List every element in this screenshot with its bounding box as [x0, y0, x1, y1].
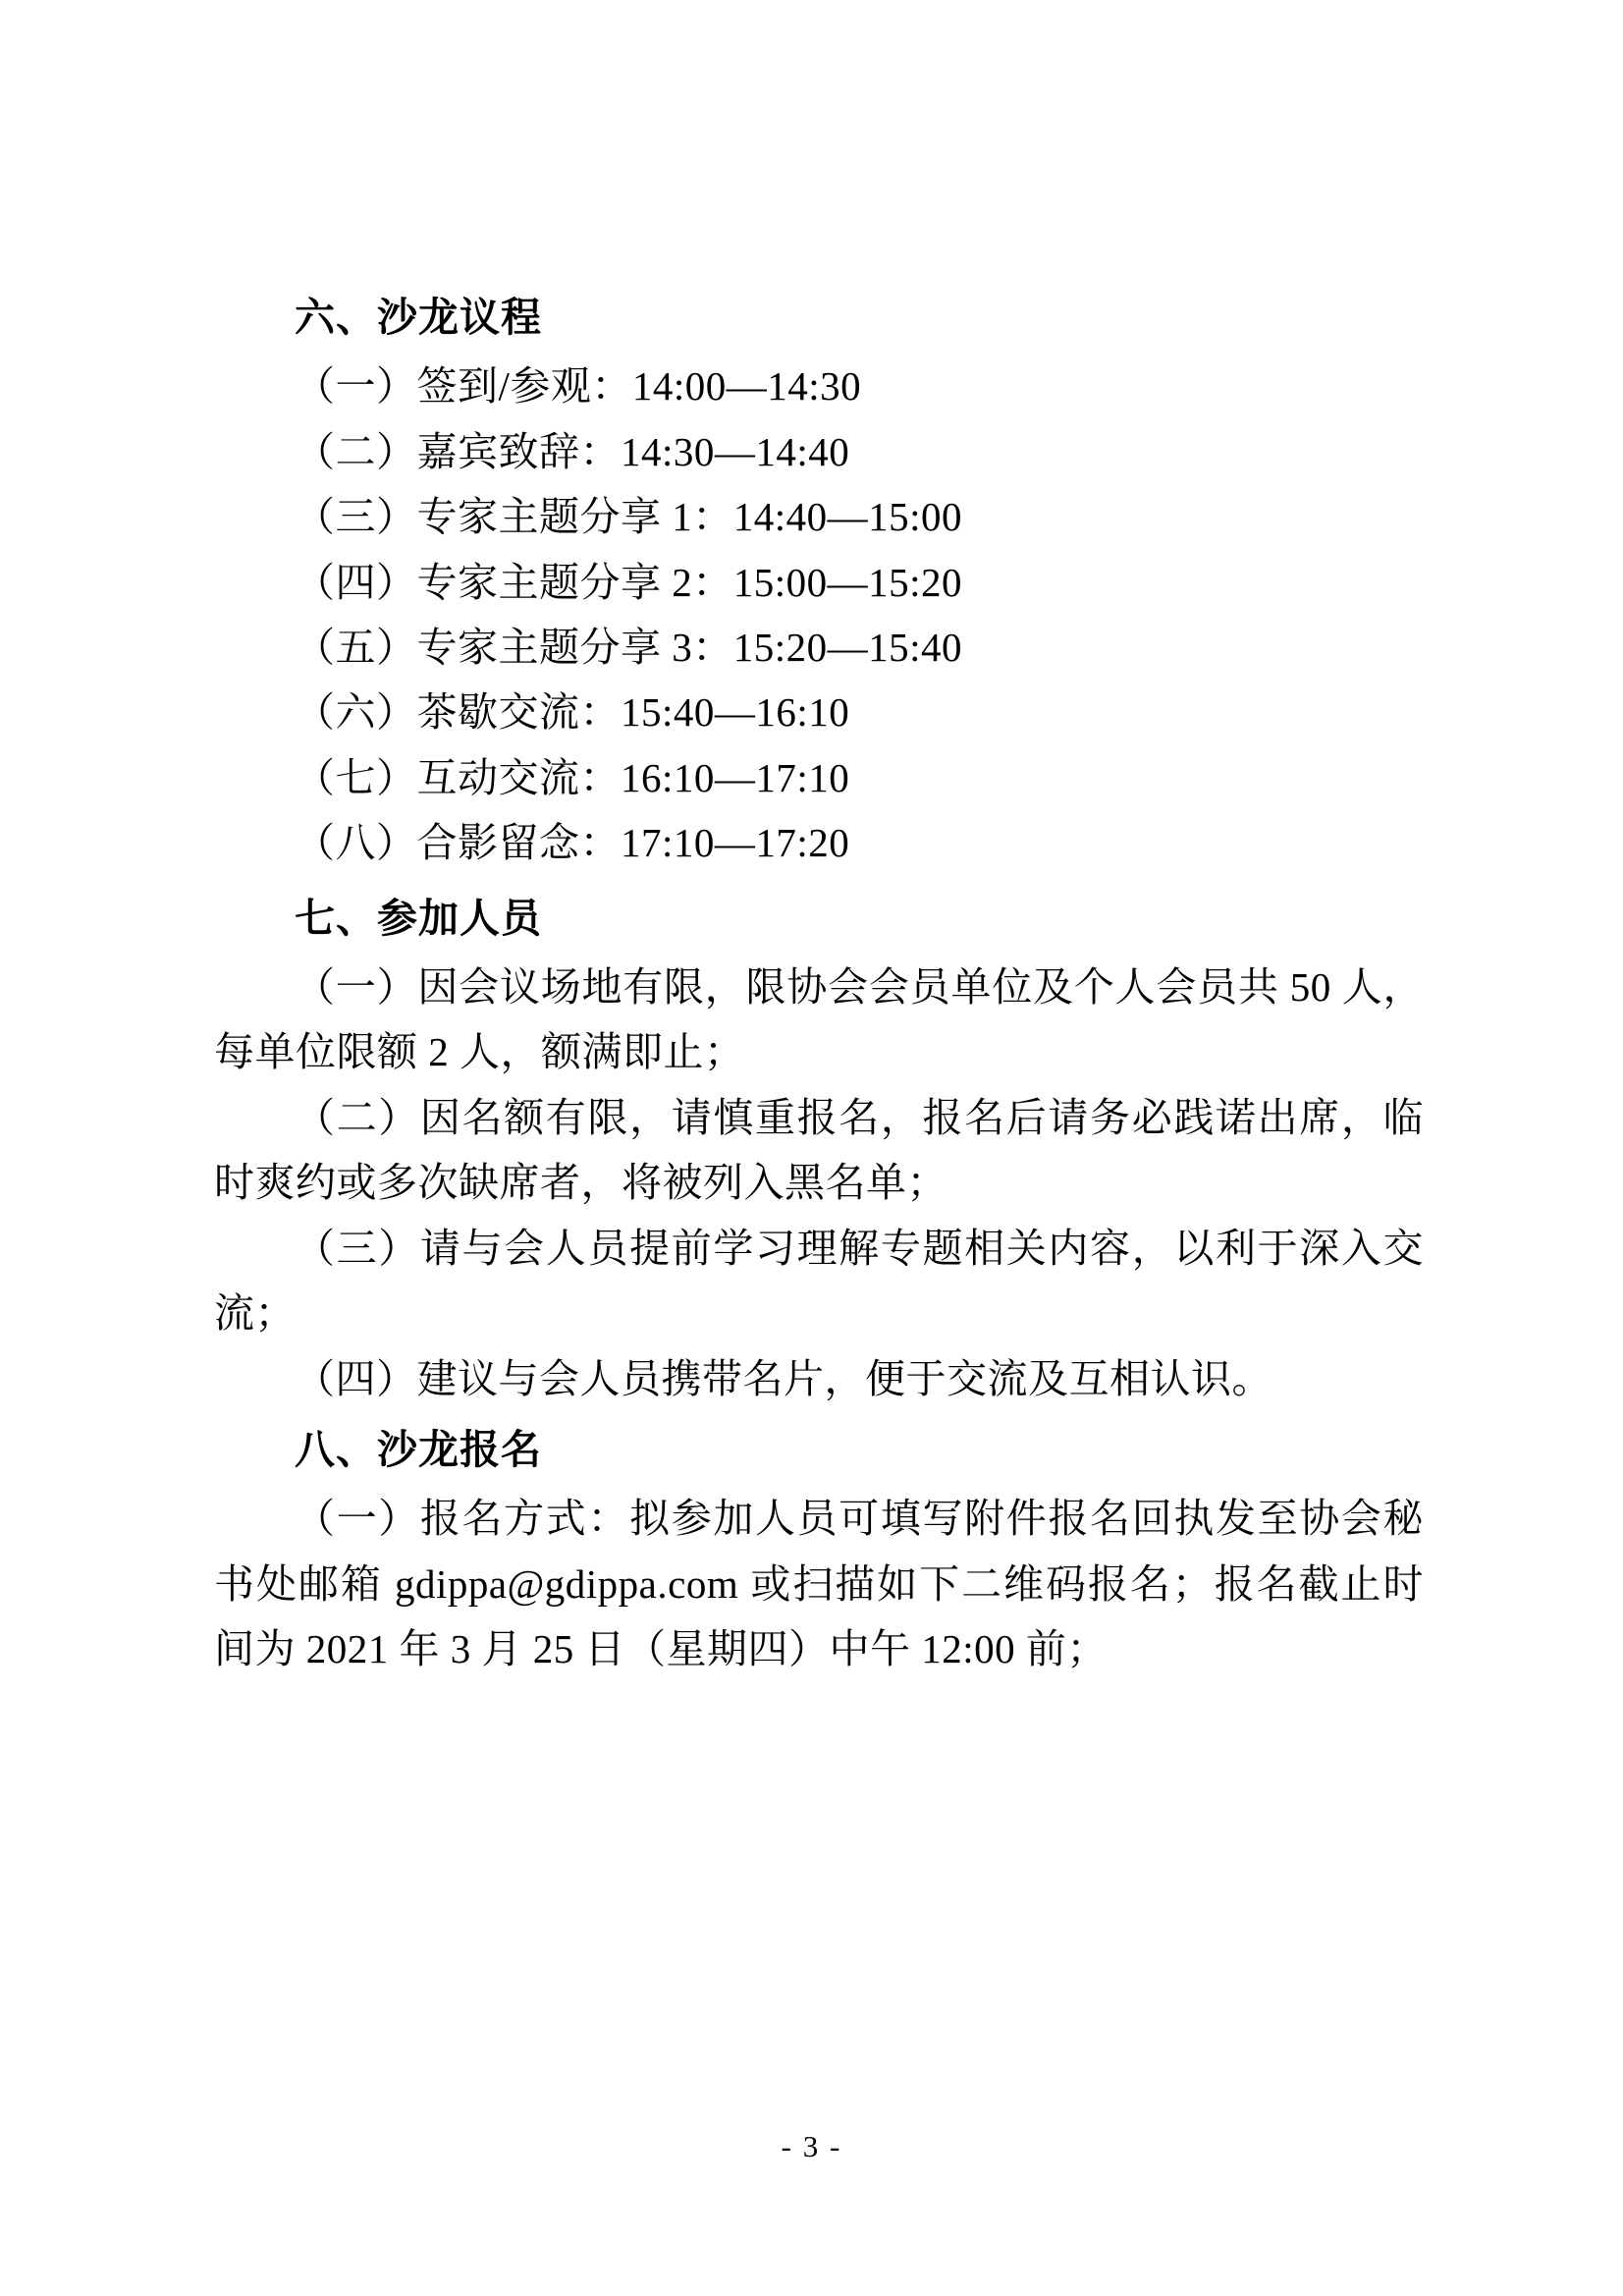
agenda-item: （三）专家主题分享 1：14:40—15:00 — [295, 494, 963, 540]
paragraph: （一）报名方式：拟参加人员可填写附件报名回执发至协会秘书处邮箱 gdippa@gdippa.com 或扫描如下二维码报名；报名截止时间为 2021 年 3 月 25 日（星期四）中午 12:00 前； — [214, 1496, 1424, 1672]
agenda-item: （四）专家主题分享 2：15:00—15:20 — [295, 559, 963, 605]
paragraph: （四）建议与会人员携带名片，便于交流及互相认识。 — [295, 1355, 1272, 1401]
agenda-item: （七）互动交流：16:10—17:10 — [295, 754, 850, 800]
section-heading-registration: 八、沙龙报名 — [295, 1426, 542, 1472]
agenda-item: （二）嘉宾致辞：14:30—14:40 — [295, 428, 850, 474]
paragraph: （一）因会议场地有限，限协会会员单位及个人会员共 50 人，每单位限额 2 人，额满即止； — [214, 964, 1424, 1075]
page-number: - 3 - — [781, 2129, 842, 2163]
section-heading-agenda: 六、沙龙议程 — [295, 295, 542, 340]
paragraph: （二）因名额有限，请慎重报名，报名后请务必践诺出席，临时爽约或多次缺席者，将被列入黑名单； — [214, 1094, 1424, 1206]
agenda-item: （一）签到/参观：14:00—14:30 — [295, 363, 862, 410]
agenda-item: （五）专家主题分享 3：15:20—15:40 — [295, 625, 963, 671]
paragraph: （三）请与会人员提前学习理解专题相关内容，以利于深入交流； — [214, 1225, 1424, 1337]
agenda-item: （六）茶歇交流：15:40—16:10 — [295, 689, 850, 736]
agenda-item: （八）合影留念：17:10—17:20 — [295, 820, 850, 866]
section-heading-participants: 七、参加人员 — [295, 895, 542, 941]
document-body — [214, 285, 1424, 1682]
spacer — [214, 876, 1424, 886]
